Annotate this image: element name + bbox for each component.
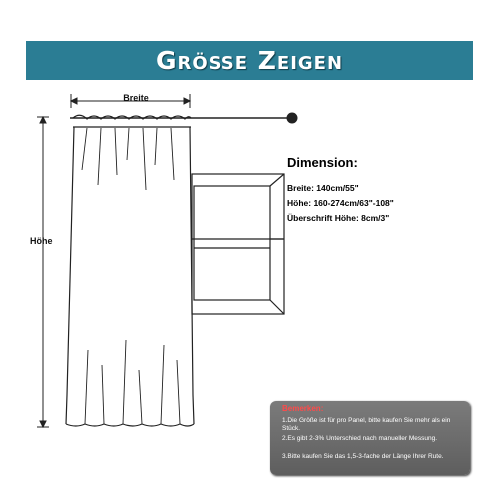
spec-height: Höhe: 160-274cm/63"-108" [287, 198, 394, 208]
height-label: Höhe [30, 236, 53, 246]
spec-width: Breite: 140cm/55" [287, 183, 359, 193]
spec-header-height: Überschrift Höhe: 8cm/3" [287, 213, 390, 223]
curtain-panel [66, 115, 194, 426]
remark-item: 2.Es gibt 2-3% Unterschied nach manueller Messung. [282, 435, 437, 442]
remark-item: 1.Die Größe ist für pro Panel, bitte kaufen Sie mehr als ein Stück. [282, 417, 451, 432]
remarks-box [270, 401, 470, 475]
height-dimension-arrow [37, 117, 49, 427]
remark-item: 3.Bitte kaufen Sie das 1,5-3-fache der Länge Ihrer Rute. [282, 453, 444, 460]
window-outline [192, 174, 284, 314]
page-title: Größe Zeigen [155, 46, 344, 75]
dimension-title: Dimension: [287, 155, 358, 170]
remarks-title: Bemerken: [282, 404, 324, 413]
width-label: Breite [123, 93, 149, 103]
